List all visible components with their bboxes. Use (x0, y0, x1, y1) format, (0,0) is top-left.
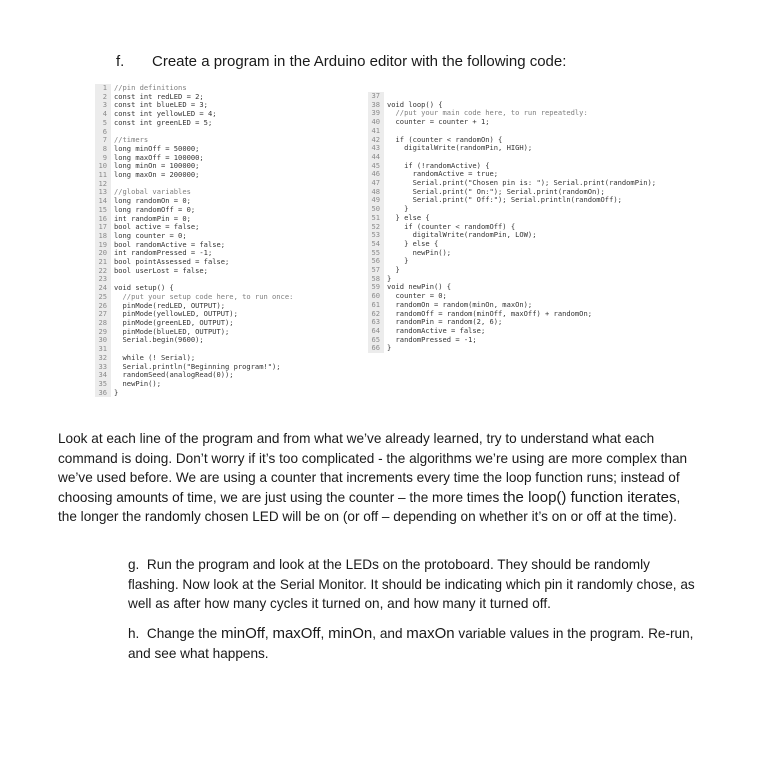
line-number: 2 (95, 93, 111, 102)
line-number: 49 (368, 196, 384, 205)
code-text: int randomPressed = -1; (114, 248, 213, 258)
code-text: } else { (387, 212, 430, 222)
line-number: 58 (368, 275, 384, 284)
code-text: Serial.print("Chosen pin is: "); Serial.print(randomPin); (387, 178, 657, 188)
line-number: 43 (368, 144, 384, 153)
line-number: 7 (95, 136, 111, 145)
code-text: pinMode(greenLED, OUTPUT); (114, 317, 234, 327)
code-text: Serial.println("Beginning program!"); (114, 361, 281, 371)
line-number: 4 (95, 110, 111, 119)
line-number: 19 (95, 241, 111, 250)
line-number: 63 (368, 318, 384, 327)
code-line (368, 196, 656, 205)
line-number: 38 (368, 101, 384, 110)
line-number: 54 (368, 240, 384, 249)
code-text: bool randomActive = false; (114, 239, 226, 249)
line-number: 33 (95, 363, 111, 372)
var-minoff: minOff (220, 625, 265, 642)
code-text: } (387, 265, 400, 275)
step-g (128, 555, 698, 614)
code-line (368, 336, 656, 345)
code-text: bool userLost = false; (114, 265, 208, 275)
line-number: 51 (368, 214, 384, 223)
code-line (368, 118, 656, 127)
code-text: const int redLED = 2; (114, 91, 204, 101)
code-text: } (387, 256, 409, 266)
line-number: 5 (95, 119, 111, 128)
code-line (95, 119, 293, 128)
code-text: randomActive = true; (387, 169, 499, 179)
code-text: bool active = false; (114, 222, 200, 232)
line-number: 1 (95, 84, 111, 93)
line-number: 64 (368, 327, 384, 336)
line-number: 47 (368, 179, 384, 188)
line-number: 46 (368, 170, 384, 179)
code-text: long randomOn = 0; (114, 196, 191, 206)
line-number: 41 (368, 127, 384, 136)
code-text: counter = 0; (387, 291, 447, 301)
line-number: 30 (95, 336, 111, 345)
code-text: if (counter < randomOn) { (387, 134, 503, 144)
paragraph-part-3: , the longer the randomly chosen LED will be on (or off – depending on whether it’s on or off at the time). (58, 489, 681, 524)
line-number: 23 (95, 275, 111, 284)
sep-3: , and (372, 626, 407, 641)
line-number: 35 (95, 380, 111, 389)
step-h-label: h. (128, 626, 140, 641)
code-text: pinMode(blueLED, OUTPUT); (114, 326, 230, 336)
sep-2: , (320, 626, 329, 641)
code-text: long randomOff = 0; (114, 204, 196, 214)
code-text: void newPin() { (387, 282, 452, 292)
line-number: 45 (368, 162, 384, 171)
line-number: 55 (368, 249, 384, 258)
line-number: 60 (368, 292, 384, 301)
code-text: long maxOn = 200000; (114, 170, 200, 180)
line-number: 42 (368, 136, 384, 145)
line-number: 40 (368, 118, 384, 127)
code-line (368, 144, 656, 153)
code-text: if (counter < randomOff) { (387, 221, 516, 231)
sep-1: , (264, 626, 273, 641)
code-text: //timers (114, 135, 149, 145)
code-text: const int greenLED = 5; (114, 117, 213, 127)
line-number: 37 (368, 92, 384, 101)
line-number: 27 (95, 310, 111, 319)
line-number: 53 (368, 231, 384, 240)
code-line (95, 380, 293, 389)
line-number: 3 (95, 101, 111, 110)
line-number: 32 (95, 354, 111, 363)
line-number: 21 (95, 258, 111, 267)
line-number: 65 (368, 336, 384, 345)
code-text: long counter = 0; (114, 230, 187, 240)
code-text: const int blueLED = 3; (114, 100, 208, 110)
code-text: //put your main code here, to run repeatedly: (387, 108, 588, 118)
code-text: randomOn = random(minOn, maxOn); (387, 299, 533, 309)
code-text: int randomPin = 0; (114, 213, 191, 223)
var-maxoff: maxOff (272, 625, 321, 642)
code-text: } (387, 204, 409, 214)
paragraph-part-2: the loop() function iterates (503, 488, 677, 506)
code-text: void loop() { (387, 99, 443, 109)
step-g-text: Run the program and look at the LEDs on the protoboard. They should be randomly flashing. Now look at the Serial Monitor. It should be indicating which pin it randomly chose, as well as after how many cycles it turned on, and how many it turned off. (128, 557, 695, 611)
code-text: newPin(); (387, 247, 452, 257)
line-number: 12 (95, 180, 111, 189)
code-block-right (368, 92, 656, 353)
line-number: 26 (95, 302, 111, 311)
code-text: while (! Serial); (114, 352, 196, 362)
line-number: 20 (95, 249, 111, 258)
code-text: newPin(); (114, 378, 161, 388)
step-f-label: f. (116, 53, 125, 70)
code-block-left (95, 84, 293, 397)
line-number: 34 (95, 371, 111, 380)
code-text: const int yellowLED = 4; (114, 109, 217, 119)
code-text: } (114, 387, 119, 397)
line-number: 28 (95, 319, 111, 328)
line-number: 6 (95, 128, 111, 137)
code-text: Serial.begin(9600); (114, 335, 204, 345)
code-text: //global variables (114, 187, 191, 197)
var-minon: minOn (328, 625, 373, 642)
code-text: } (387, 343, 392, 353)
code-text: randomOff = random(minOff, maxOff) + randomOn; (387, 308, 592, 318)
code-line (368, 344, 656, 353)
line-number: 62 (368, 310, 384, 319)
code-text: } (387, 273, 392, 283)
line-number: 15 (95, 206, 111, 215)
step-f-text: Create a program in the Arduino editor with the following code: (152, 53, 567, 70)
code-line (368, 266, 656, 275)
line-number: 18 (95, 232, 111, 241)
code-text: randomSeed(analogRead(0)); (114, 370, 234, 380)
line-number: 61 (368, 301, 384, 310)
code-text: if (!randomActive) { (387, 160, 490, 170)
code-text: long minOff = 50000; (114, 143, 200, 153)
line-number: 56 (368, 257, 384, 266)
step-f-heading (116, 53, 566, 70)
line-number: 10 (95, 162, 111, 171)
line-number: 9 (95, 154, 111, 163)
code-text: Serial.print(" On:"); Serial.print(randomOn); (387, 186, 605, 196)
code-text: digitalWrite(randomPin, HIGH); (387, 143, 533, 153)
line-number: 8 (95, 145, 111, 154)
line-number: 11 (95, 171, 111, 180)
code-text: long maxOff = 100000; (114, 152, 204, 162)
line-number: 48 (368, 188, 384, 197)
line-number: 52 (368, 223, 384, 232)
code-line (368, 257, 656, 266)
code-text: //put your setup code here, to run once: (114, 291, 294, 301)
code-text: } else { (387, 238, 439, 248)
code-text: counter = counter + 1; (387, 117, 490, 127)
line-number: 24 (95, 284, 111, 293)
line-number: 14 (95, 197, 111, 206)
var-maxon: maxOn (406, 625, 455, 642)
line-number: 16 (95, 215, 111, 224)
code-line (95, 389, 293, 398)
code-text: Serial.print(" Off:"); Serial.println(randomOff); (387, 195, 622, 205)
line-number: 39 (368, 109, 384, 118)
code-text: randomPin = random(2, 6); (387, 317, 503, 327)
code-text: digitalWrite(randomPin, LOW); (387, 230, 537, 240)
line-number: 29 (95, 328, 111, 337)
code-text: long minOn = 100000; (114, 161, 200, 171)
line-number: 13 (95, 188, 111, 197)
step-h-text-1: Change the (146, 626, 221, 641)
line-number: 25 (95, 293, 111, 302)
step-g-label: g. (128, 557, 140, 572)
paragraph-part-1: Look at each line of the program and from what we’ve already learned, try to understand what each command is doing. Don’t worry if it’s too complicated - the algorithms we’re using are more complex than we’ve used before. We are using a counter that increments every time the loop function runs; instead of choosing amounts of time, we are just using the counter – the more times (58, 431, 688, 505)
step-h-text-2: variable values in the program. Re-run, and see what happens. (128, 626, 694, 661)
code-text: pinMode(yellowLED, OUTPUT); (114, 309, 238, 319)
line-number: 22 (95, 267, 111, 276)
line-number: 44 (368, 153, 384, 162)
line-number: 66 (368, 344, 384, 353)
code-line (95, 267, 293, 276)
code-text: bool pointAssessed = false; (114, 257, 230, 267)
code-line (95, 336, 293, 345)
line-number: 57 (368, 266, 384, 275)
explanation-paragraph (58, 429, 688, 527)
code-text: pinMode(redLED, OUTPUT); (114, 300, 226, 310)
line-number: 31 (95, 345, 111, 354)
code-text: randomActive = false; (387, 325, 486, 335)
code-text: void setup() { (114, 283, 174, 293)
line-number: 59 (368, 283, 384, 292)
step-h (128, 624, 698, 663)
code-text: randomPressed = -1; (387, 334, 477, 344)
code-text: //pin definitions (114, 83, 187, 92)
line-number: 36 (95, 389, 111, 398)
code-line (368, 249, 656, 258)
line-number: 50 (368, 205, 384, 214)
line-number: 17 (95, 223, 111, 232)
code-line (95, 171, 293, 180)
